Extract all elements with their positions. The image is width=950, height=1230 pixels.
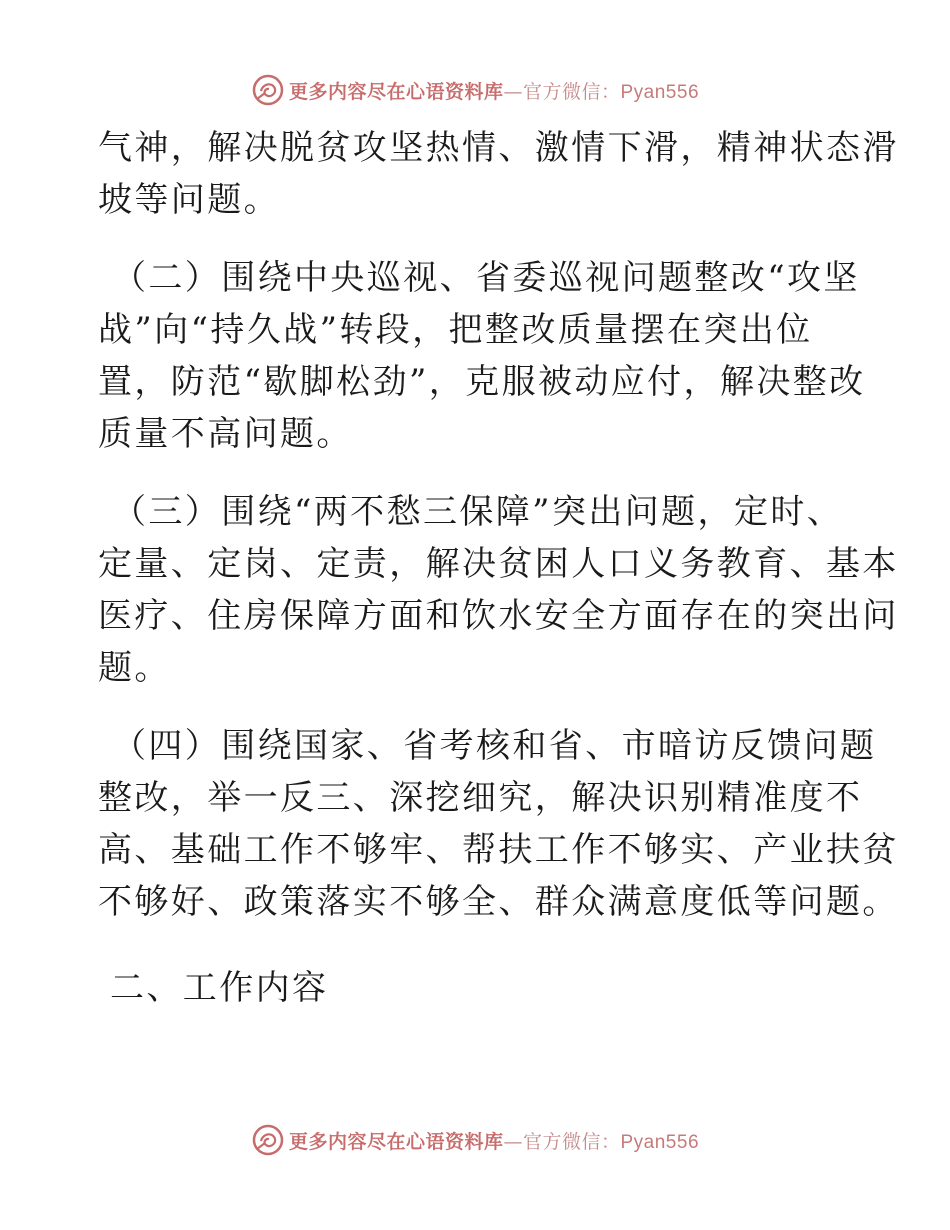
text-line: （四）围绕国家、省考核和省、市暗访反馈问题 — [112, 726, 877, 766]
watermark-label: 官方微信： — [522, 1130, 621, 1153]
paragraph-item-2 — [98, 252, 866, 460]
paragraph-item-3 — [98, 486, 899, 694]
watermark-id: Pyan556 — [620, 1131, 700, 1153]
watermark-text — [289, 1127, 699, 1154]
watermark-separator: — — [503, 1130, 523, 1153]
text-line: 题。 — [98, 648, 171, 688]
text-line: 气神，解决脱贫攻坚热情、激情下滑，精神状态滑 — [98, 128, 899, 168]
watermark-separator: — — [503, 80, 523, 103]
text-line: （三）围绕“两不愁三保障”突出问题，定时、 — [112, 492, 844, 532]
text-line: 不够好、政策落实不够全、群众满意度低等问题。 — [98, 882, 899, 922]
text-line: 医疗、住房保障方面和饮水安全方面存在的突出问 — [98, 596, 899, 636]
watermark-brand: 更多内容尽在心语资料库 — [288, 1130, 504, 1153]
watermark-label: 官方微信： — [522, 80, 621, 103]
text-line: 置，防范“歇脚松劲”，克服被动应付，解决整改 — [98, 362, 866, 402]
paragraph-item-4 — [98, 720, 899, 928]
text-line: 坡等问题。 — [98, 180, 280, 220]
rose-seal-icon — [251, 1123, 285, 1157]
text-line: 战”向“持久战”转段，把整改质量摆在突出位 — [98, 310, 813, 350]
rose-seal-icon — [251, 73, 285, 107]
watermark-brand: 更多内容尽在心语资料库 — [288, 80, 504, 103]
text-line: （二）围绕中央巡视、省委巡视问题整改“攻坚 — [112, 258, 860, 298]
section-heading: 二、工作内容 — [110, 968, 329, 1008]
watermark-id: Pyan556 — [620, 81, 700, 103]
document-body — [98, 122, 899, 1014]
footer-watermark — [0, 1120, 950, 1160]
paragraph-continued — [98, 122, 899, 226]
watermark-text — [289, 77, 699, 104]
text-line: 整改，举一反三、深挖细究，解决识别精准度不 — [98, 778, 863, 818]
text-line: 质量不高问题。 — [98, 414, 353, 454]
text-line: 定量、定岗、定责，解决贫困人口义务教育、基本 — [98, 544, 899, 584]
header-watermark — [0, 70, 950, 110]
text-line: 高、基础工作不够牢、帮扶工作不够实、产业扶贫 — [98, 830, 899, 870]
